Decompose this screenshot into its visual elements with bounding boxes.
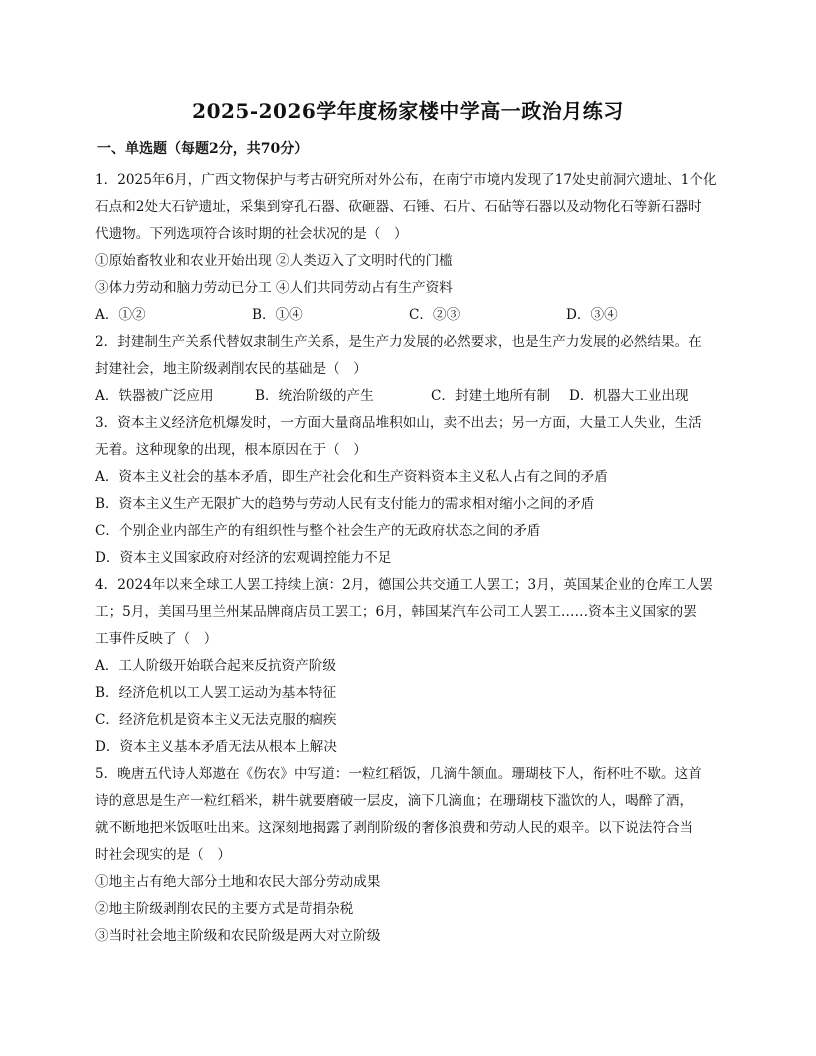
option-b[interactable]: B．经济危机以工人罢工运动为基本特征 — [95, 685, 337, 701]
option-c[interactable]: C．封建土地所有制 — [431, 388, 551, 404]
statement-line: ①地主占有绝大部分土地和农民大部分劳动成果 — [95, 874, 381, 890]
question-1 — [95, 167, 723, 329]
question-text-line: 时社会现实的是（ ） — [95, 847, 231, 863]
option-d[interactable]: D．机器大工业出现 — [569, 388, 689, 404]
question-text-line: 代遗物。下列选项符合该时期的社会状况的是（ ） — [95, 226, 408, 242]
option-a[interactable]: A．①② — [95, 307, 146, 323]
question-4 — [95, 572, 723, 761]
option-c[interactable]: C．经济危机是资本主义无法克服的痼疾 — [95, 712, 337, 728]
question-text-line: 石点和2处大石铲遗址，采集到穿孔石器、砍砸器、石锤、石片、石砧等石器以及动物化石等新石器时 — [95, 199, 702, 215]
option-a[interactable]: A．资本主义社会的基本矛盾，即生产社会化和生产资料资本主义私人占有之间的矛盾 — [95, 469, 608, 485]
section-heading: 一、单选题（每题2分，共70分） — [97, 141, 309, 157]
question-text-line: 无着。这种现象的出现，根本原因在于（ ） — [95, 442, 367, 458]
options-row — [95, 302, 723, 329]
statement-line: ②地主阶级剥削农民的主要方式是苛捐杂税 — [95, 901, 354, 917]
statement-line: ③当时社会地主阶级和农民阶级是两大对立阶级 — [95, 928, 381, 944]
question-list — [95, 167, 723, 950]
option-a[interactable]: A．铁器被广泛应用 — [95, 388, 214, 404]
option-d[interactable]: D．③④ — [566, 307, 618, 323]
option-b[interactable]: B．资本主义生产无限扩大的趋势与劳动人民有支付能力的需求相对缩小之间的矛盾 — [95, 496, 595, 512]
question-text-line: 就不断地把米饭呕吐出来。这深刻地揭露了剥削阶级的奢侈浪费和劳动人民的艰辛。以下说法符合当 — [95, 820, 694, 836]
statement-line: ③体力劳动和脑力劳动已分工 ④人们共同劳动占有生产资料 — [95, 280, 453, 296]
question-5 — [95, 761, 723, 950]
question-3 — [95, 410, 723, 572]
options-row — [95, 383, 723, 410]
question-text-line: 封建社会，地主阶级剥削农民的基础是（ ） — [95, 361, 367, 377]
question-text-line: 5．晚唐五代诗人郑遨在《伤农》中写道：一粒红稻饭，几滴牛颔血。珊瑚枝下人，衔杯吐不歇。这首 — [95, 766, 702, 782]
option-b[interactable]: B．①④ — [252, 307, 303, 323]
page-title: 2025-2026学年度杨家楼中学高一政治月练习 — [192, 99, 624, 123]
option-b[interactable]: B．统治阶级的产生 — [255, 388, 374, 404]
question-text-line: 2．封建制生产关系代替奴隶制生产关系，是生产力发展的必然要求，也是生产力发展的必然结果。在 — [95, 334, 702, 350]
question-text-line: 1．2025年6月，广西文物保护与考古研究所对外公布，在南宁市境内发现了17处史前洞穴遗址、1个化 — [95, 172, 717, 188]
option-d[interactable]: D．资本主义国家政府对经济的宏观调控能力不足 — [95, 550, 392, 566]
question-text-line: 4．2024年以来全球工人罢工持续上演：2月，德国公共交通工人罢工；3月，英国某企业的仓库工人罢 — [95, 577, 713, 593]
question-text-line: 工；5月，美国马里兰州某品牌商店员工罢工；6月，韩国某汽车公司工人罢工……资本主义国家的罢 — [95, 604, 697, 620]
option-a[interactable]: A．工人阶级开始联合起来反抗资产阶级 — [95, 658, 336, 674]
question-text-line: 诗的意思是生产一粒红稻米，耕牛就要磨破一层皮，滴下几滴血；在珊瑚枝下滥饮的人，喝醉了酒， — [95, 793, 694, 809]
option-c[interactable]: C．②③ — [409, 307, 461, 323]
option-c[interactable]: C．个别企业内部生产的有组织性与整个社会生产的无政府状态之间的矛盾 — [95, 523, 541, 539]
option-d[interactable]: D．资本主义基本矛盾无法从根本上解决 — [95, 739, 337, 755]
question-text-line: 3．资本主义经济危机爆发时，一方面大量商品堆积如山，卖不出去；另一方面，大量工人失业，生活 — [95, 415, 702, 431]
question-text-line: 工事件反映了（ ） — [95, 631, 218, 647]
statement-line: ①原始畜牧业和农业开始出现 ②人类迈入了文明时代的门槛 — [95, 253, 453, 269]
question-2 — [95, 329, 723, 410]
